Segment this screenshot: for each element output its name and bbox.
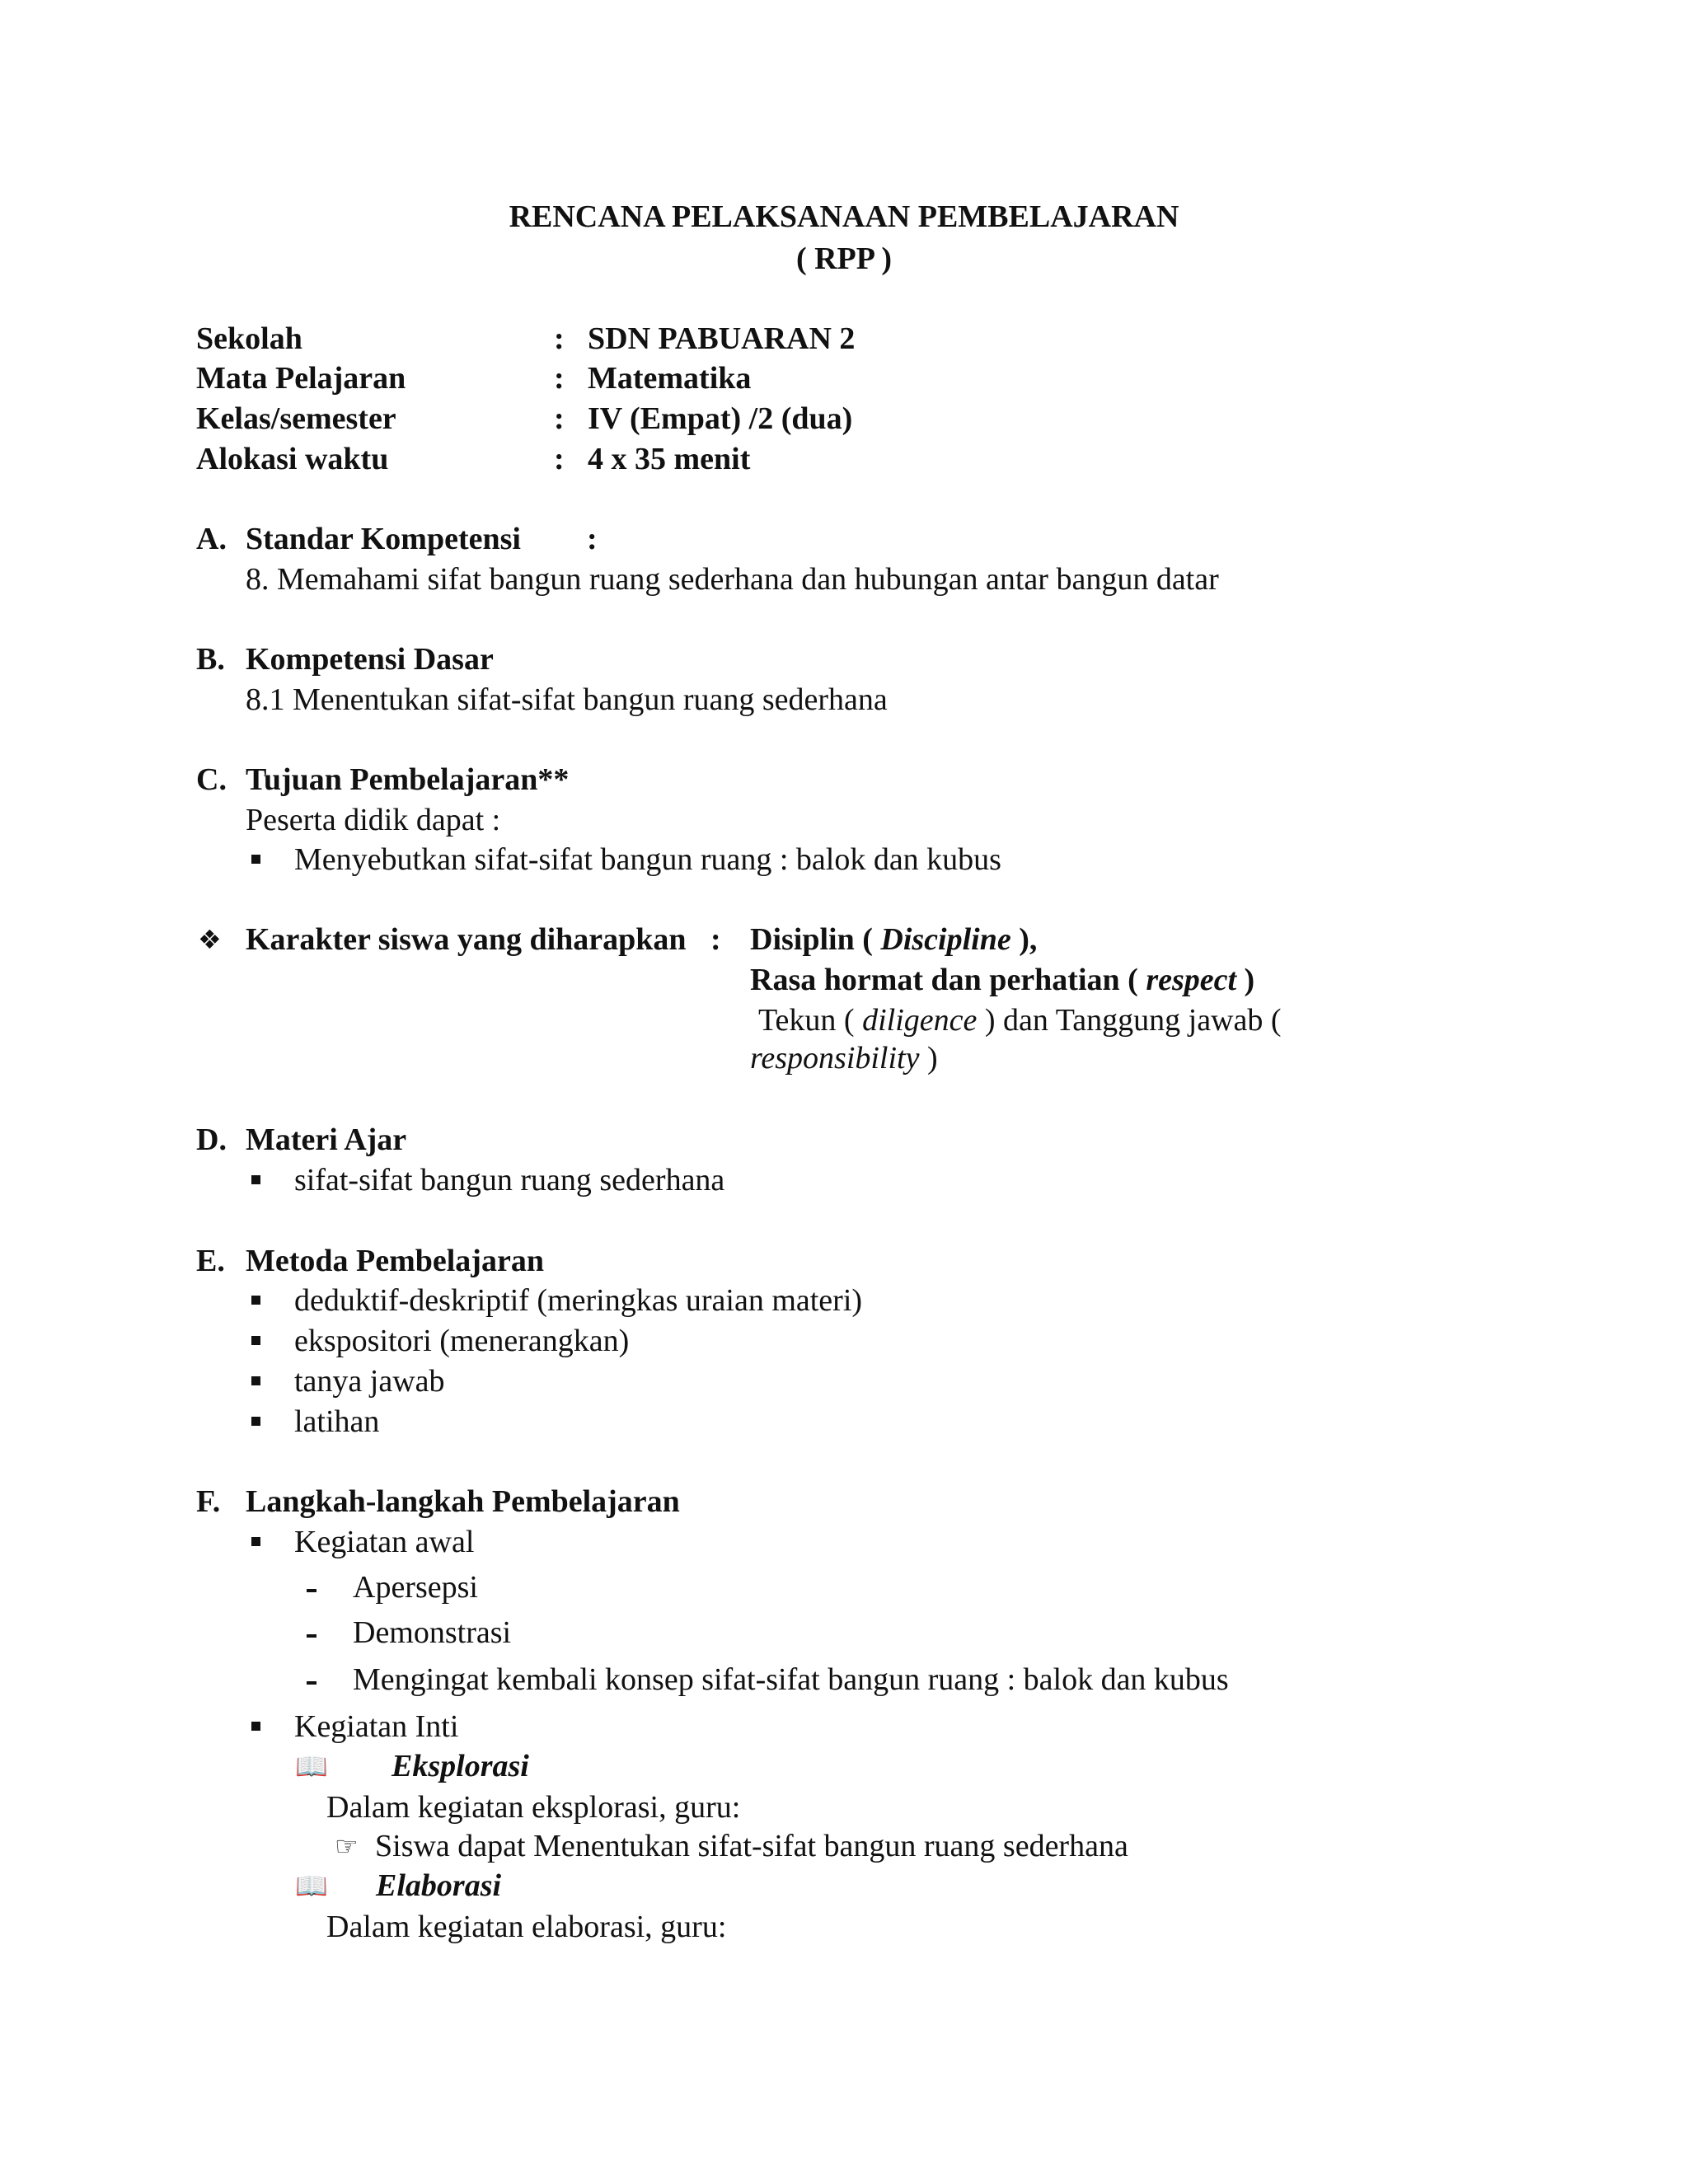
kegiatan-inti-label: Kegiatan Inti <box>294 1709 459 1744</box>
bullet-square-icon <box>251 1175 260 1184</box>
karakter-value-2: Rasa hormat dan perhatian ( respect ) <box>750 963 1255 997</box>
bullet-square-icon <box>251 1376 260 1385</box>
section-e-letter: E. <box>196 1244 225 1278</box>
identity-value-time: 4 x 35 menit <box>588 442 751 476</box>
kegiatan-awal-item: Mengingat kembali konsep sifat-sifat bangun ruang : balok dan kubus <box>353 1662 1229 1697</box>
bullet-square-icon <box>251 1296 260 1305</box>
doc-title: RENCANA PELAKSANAAN PEMBELAJARAN <box>509 199 1179 234</box>
section-f-letter: F. <box>196 1484 221 1519</box>
identity-colon: : <box>554 442 565 476</box>
identity-colon: : <box>554 321 565 356</box>
section-a-heading: Standar Kompetensi <box>246 522 521 556</box>
section-a-letter: A. <box>196 522 227 556</box>
section-f-heading: Langkah-langkah Pembelajaran <box>246 1484 680 1519</box>
pointing-hand-icon: ☞ <box>335 1830 359 1862</box>
identity-colon: : <box>554 401 565 436</box>
section-a-colon: : <box>587 522 598 556</box>
karakter-label: Karakter siswa yang diharapkan <box>246 922 687 957</box>
section-e-item: ekspositori (menerangkan) <box>294 1324 630 1358</box>
karakter-value-1: Disiplin ( Discipline ), <box>750 922 1038 957</box>
bullet-square-icon <box>251 1722 260 1731</box>
section-c-intro: Peserta didik dapat : <box>246 803 501 837</box>
eksplorasi-label: Eksplorasi <box>392 1749 529 1783</box>
section-d-item: sifat-sifat bangun ruang sederhana <box>294 1163 725 1197</box>
section-e-heading: Metoda Pembelajaran <box>246 1244 544 1278</box>
eksplorasi-item: Siswa dapat Menentukan sifat-sifat bangun ruang sederhana <box>375 1829 1128 1863</box>
karakter-value-3: Tekun ( diligence ) dan Tanggung jawab ( <box>758 1003 1282 1038</box>
elaborasi-label: Elaborasi <box>376 1868 502 1903</box>
dash-bullet-icon <box>307 1589 316 1592</box>
identity-label-time: Alokasi waktu <box>196 442 389 476</box>
open-book-icon: 📖 <box>295 1750 328 1782</box>
section-c-heading: Tujuan Pembelajaran** <box>246 762 570 797</box>
identity-label-school: Sekolah <box>196 321 302 356</box>
eksplorasi-intro: Dalam kegiatan eksplorasi, guru: <box>326 1790 741 1825</box>
kegiatan-awal-label: Kegiatan awal <box>294 1525 475 1559</box>
identity-label-subject: Mata Pelajaran <box>196 361 406 396</box>
section-b-text: 8.1 Menentukan sifat-sifat bangun ruang sederhana <box>246 682 888 717</box>
section-e-item: deduktif-deskriptif (meringkas uraian materi) <box>294 1283 863 1318</box>
bullet-square-icon <box>251 1537 260 1546</box>
identity-label-class: Kelas/semester <box>196 401 396 436</box>
section-c-item: Menyebutkan sifat-sifat bangun ruang : balok dan kubus <box>294 842 1001 877</box>
section-a-text: 8. Memahami sifat bangun ruang sederhana dan hubungan antar bangun datar <box>246 562 1219 597</box>
bullet-square-icon <box>251 1336 260 1345</box>
elaborasi-intro: Dalam kegiatan elaborasi, guru: <box>326 1910 727 1944</box>
dash-bullet-icon <box>307 1634 316 1638</box>
bullet-square-icon <box>251 855 260 864</box>
open-book-icon: 📖 <box>295 1870 328 1901</box>
kegiatan-awal-item: Apersepsi <box>353 1570 478 1605</box>
section-b-letter: B. <box>196 642 225 677</box>
doc-subtitle: ( RPP ) <box>795 241 893 276</box>
section-e-item: tanya jawab <box>294 1364 445 1399</box>
section-e-item: latihan <box>294 1404 380 1439</box>
bullet-square-icon <box>251 1417 260 1426</box>
dash-bullet-icon <box>307 1681 316 1685</box>
section-d-letter: D. <box>196 1122 227 1157</box>
identity-value-subject: Matematika <box>588 361 752 396</box>
section-b-heading: Kompetensi Dasar <box>246 642 494 677</box>
identity-value-class: IV (Empat) /2 (dua) <box>588 401 853 436</box>
identity-value-school: SDN PABUARAN 2 <box>588 321 856 356</box>
section-d-heading: Materi Ajar <box>246 1122 407 1157</box>
identity-colon: : <box>554 361 565 396</box>
kegiatan-awal-item: Demonstrasi <box>353 1615 512 1650</box>
karakter-value-4: responsibility ) <box>750 1041 938 1076</box>
section-c-letter: C. <box>196 762 227 797</box>
diamond-star-icon: ❖ <box>198 924 222 955</box>
karakter-colon: : <box>710 922 721 957</box>
